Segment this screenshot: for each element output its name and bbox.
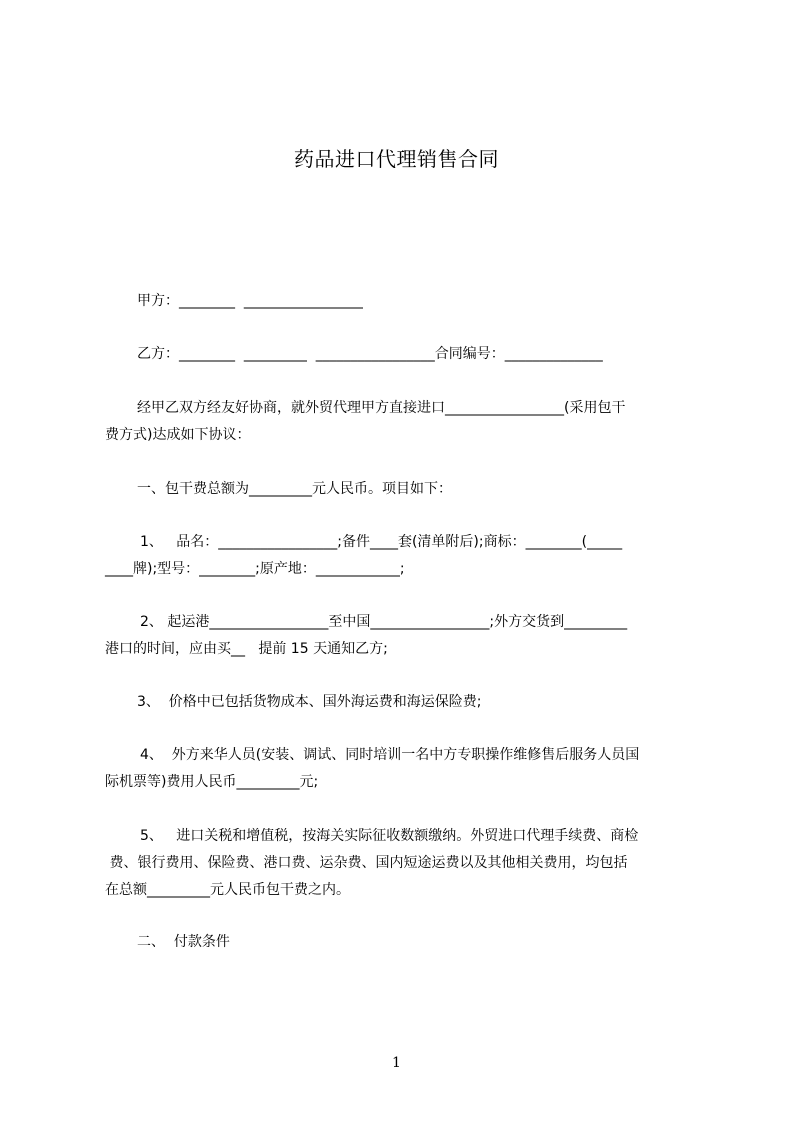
item-4-line-1: 4、 外方来华人员(安装、调试、同时培训一名中方专职操作维修售后服务人员国 [140,747,640,763]
section-1-heading: 一、包干费总额为_________元人民币。项目如下： [137,481,452,497]
item-5-line-2: 费、银行费用、保险费、港口费、运杂费、国内短途运费以及其他相关费用，均包括 [105,855,628,871]
item-2-line-1: 2、 起运港_________________至中国_________________;外方交货到_________ [140,614,628,630]
intro-line-2: 费方式)达成如下协议： [105,427,251,443]
intro-line-1: 经甲乙双方经友好协商，就外贸代理甲方直接进口_________________(采用包干 [137,400,626,416]
page-number: 1 [392,1055,401,1071]
party-a-line: 甲方：________ _________________ [137,293,363,309]
item-4-line-2: 际机票等)费用人民币_________元; [105,774,319,790]
item-5-line-1: 5、 进口关税和增值税，按海关实际征收数额缴纳。外贸进口代理手续费、商检 [140,828,639,844]
item-1-line-1: 1、 品名：_________________;备件____套(清单附后);商标：________(_____ [140,534,623,550]
item-3-line-1: 3、 价格中已包括货物成本、国外海运费和海运保险费; [137,694,482,710]
section-2-heading: 二、 付款条件 [137,934,230,950]
item-5-line-3: 在总额_________元人民币包干费之内。 [105,882,350,898]
item-1-line-2: ____牌);型号：________;原产地：____________; [105,561,405,577]
party-b-line: 乙方：________ _________ _________________合同编号：______________ [137,346,603,362]
document-title: 药品进口代理销售合同 [294,147,499,171]
item-2-line-2: 港口的时间，应由买__ 提前 15 天通知乙方; [105,641,388,657]
